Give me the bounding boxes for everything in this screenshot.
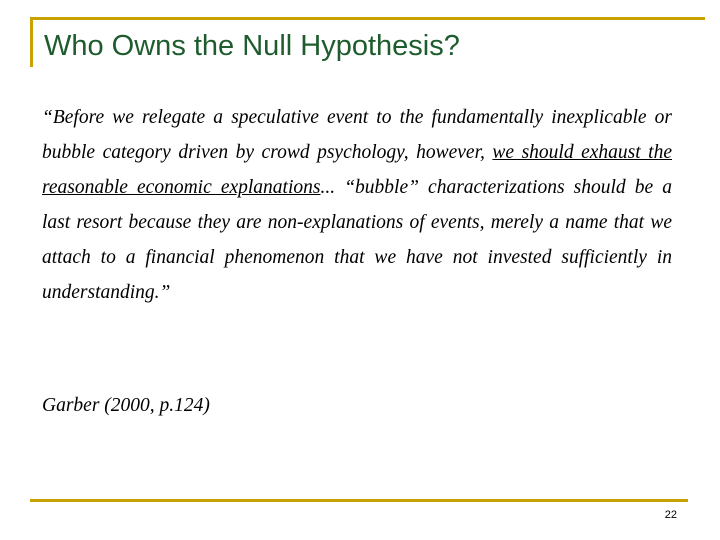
slide-title: Who Owns the Null Hypothesis? xyxy=(44,30,460,62)
quote-text-start: “Before we relegate a speculative event to the fundamentally inexplicable or bubble category driven by crowd psychology, however, xyxy=(42,107,672,163)
footer-rule xyxy=(30,499,688,502)
citation: Garber (2000, p.124) xyxy=(42,395,210,416)
quote-paragraph xyxy=(42,100,672,310)
page-number: 22 xyxy=(664,509,677,521)
title-left-rule xyxy=(30,17,33,67)
title-top-rule xyxy=(30,17,705,20)
quote-underlined-text: we should exhaust the reasonable economic explanations xyxy=(42,142,672,198)
quote-text-end: ... “bubble” characterizations should be a last resort because they are non-explanations of events, merely a name that we attach to a financial phenomenon that we have not invested sufficiently in understanding.” xyxy=(42,177,672,303)
